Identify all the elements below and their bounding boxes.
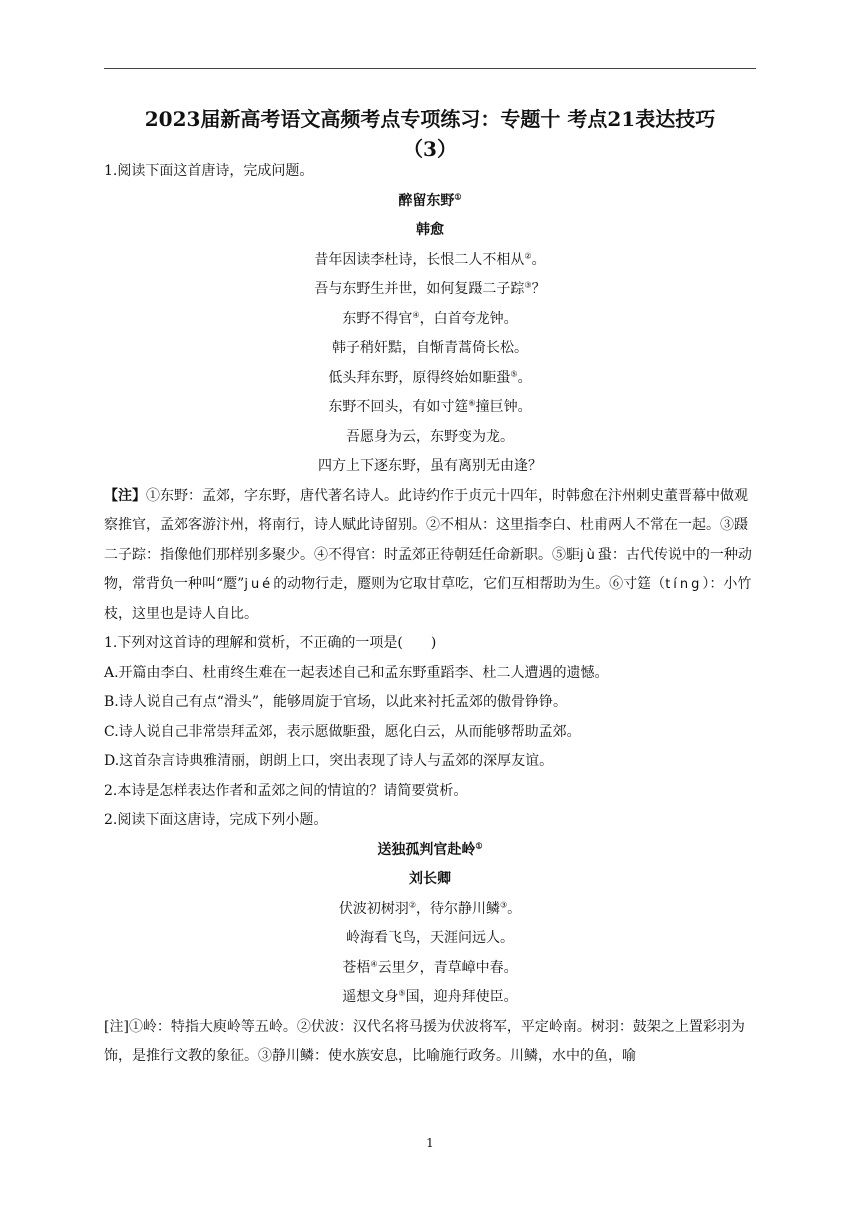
q1-note-text-1: ①东野：孟郊，字东野，唐代著名诗人。此诗约作于贞元十四年，时韩愈在汴州刺史董晋幕中做观察推官，孟郊客游汴州，将南行，诗人赋此诗留别。②不相从：这里指李白、杜甫两人不常在一起。③蹑二子踪：指像他们那样别多聚少。④不得官：时孟郊正待朝廷任命新职。⑤駏 bbox=[104, 487, 748, 563]
q1-poem-title bbox=[104, 187, 756, 217]
q1-poem-title-footnote: ① bbox=[454, 190, 462, 201]
q1-note-text-3: 的动物行走，蹷则为它取甘草吃，它们互相帮助为生。⑥寸筳（ bbox=[273, 576, 666, 592]
q2-note-label: [注] bbox=[104, 1018, 129, 1035]
footnote-marker: ④ bbox=[370, 958, 378, 968]
q1-note-pinyin-2: jué bbox=[244, 577, 274, 592]
footnote-marker: ⑤ bbox=[398, 988, 406, 998]
poem-line-text: ？ bbox=[531, 281, 546, 297]
footnote-marker: ④ bbox=[412, 309, 420, 319]
q1-poem-line bbox=[104, 246, 756, 276]
poem-line-text: 韩子稍奸黠，自惭青蒿倚长松。 bbox=[332, 340, 528, 356]
q2-poem-title bbox=[104, 836, 756, 866]
q1-option-b: B.诗人说自己有点“滑头”，能够周旋于官场，以此来衬托孟郊的傲骨铮铮。 bbox=[104, 694, 568, 710]
q1-poem-author: 韩愈 bbox=[416, 222, 444, 238]
q1-poem-lines bbox=[104, 246, 756, 482]
q2-poem-line bbox=[104, 983, 756, 1013]
q2-poem-line bbox=[104, 924, 756, 954]
poem-line-text: 云里夕，青草嶂中春。 bbox=[377, 959, 518, 976]
footnote-marker: ⑤ bbox=[510, 368, 518, 378]
q1-note-label: 【注】 bbox=[104, 487, 146, 504]
poem-line-text: 。 bbox=[507, 900, 522, 917]
poem-line-text: 遥想文身 bbox=[342, 989, 399, 1005]
q2-notes bbox=[104, 1013, 756, 1072]
poem-line-text: 。 bbox=[517, 369, 532, 386]
q1-option-d: D.这首杂言诗典雅清丽，朗朗上口，突出表现了诗人与孟郊的深厚友谊。 bbox=[104, 753, 554, 769]
q1-poem-line bbox=[104, 423, 756, 453]
q1-note-pinyin-3: tíng bbox=[665, 577, 703, 592]
q2-poem-line bbox=[104, 895, 756, 925]
q1-note-text-2: 蛩：古代传说中的一种动物，常背负一种叫“蹷” bbox=[104, 546, 752, 592]
page-number: 1 bbox=[426, 1136, 434, 1150]
q1-poem-line bbox=[104, 275, 756, 305]
poem-line-text: 吾愿身为云，东野变为龙。 bbox=[346, 428, 514, 445]
q2-intro: 2.阅读下面这唐诗，完成下列小题。 bbox=[104, 812, 328, 828]
footnote-marker: ③ bbox=[524, 280, 532, 290]
q1-option-a: A.开篇由李白、杜甫终生难在一起表述自己和孟东野重蹈李、杜二人遭遇的遗憾。 bbox=[104, 664, 609, 681]
q1-subquestion-1: 1.下列对这首诗的理解和赏析，不正确的一项是( ) bbox=[104, 635, 437, 651]
poem-line-text: 伏波初树羽 bbox=[338, 900, 409, 917]
footnote-marker: ⑥ bbox=[468, 398, 476, 408]
q1-subquestion-2: 2.本诗是怎样表达作者和孟郊之间的情谊的？请简要赏析。 bbox=[104, 782, 468, 799]
q1-poem-line bbox=[104, 393, 756, 423]
poem-line-text: 东野不得官 bbox=[342, 310, 413, 327]
q1-notes bbox=[104, 482, 756, 630]
document-title bbox=[104, 104, 756, 164]
poem-line-text: 四方上下逐东野，虽有离别无由逢？ bbox=[318, 458, 542, 474]
poem-line-text: ，白首夸龙钟。 bbox=[419, 310, 518, 327]
q1-note-pinyin-1: jù bbox=[580, 547, 598, 563]
q2-note-text: ①岭：特指大庾岭等五岭。②伏波：汉代名将马援为伏波将军，平定岭南。树羽：鼓架之上置彩羽为饰，是推行文教的象征。③静川鳞：使水族安息，比喻施行政务。川鳞，水中的鱼，喻 bbox=[104, 1018, 745, 1064]
q1-poem-line bbox=[104, 305, 756, 335]
poem-line-text: 苍梧 bbox=[342, 959, 371, 976]
footnote-marker: ② bbox=[524, 250, 532, 260]
q1-poem-line bbox=[104, 364, 756, 394]
q1-option-c: C.诗人说自己非常崇拜孟郊，表示愿做駏蛩，愿化白云，从而能够帮助孟郊。 bbox=[104, 723, 581, 740]
poem-line-text: 撞巨钟。 bbox=[475, 399, 532, 415]
title-line-2: （3） bbox=[403, 137, 457, 161]
q1-intro: 1.阅读下面这首唐诗，完成问题。 bbox=[104, 163, 314, 179]
poem-line-text: 东野不回头，有如寸筳 bbox=[328, 399, 469, 415]
poem-line-text: 低头拜东野，原得终始如駏蛩 bbox=[328, 369, 511, 386]
poem-line-text: 国，迎舟拜使臣。 bbox=[405, 989, 518, 1005]
header-rule bbox=[104, 68, 756, 69]
q2-poem-line bbox=[104, 954, 756, 984]
poem-line-text: 昔年因读李杜诗，长恨二人不相从 bbox=[314, 251, 525, 268]
document-body bbox=[104, 157, 756, 1072]
poem-line-text: 。 bbox=[531, 251, 546, 268]
q1-poem-title-text: 醉留东野 bbox=[398, 192, 455, 209]
q2-poem-author: 刘长卿 bbox=[409, 871, 451, 887]
q2-poem-title-footnote: ① bbox=[475, 839, 483, 850]
q1-note-text-4: ）：小竹枝，这里也是诗人自比。 bbox=[104, 576, 752, 622]
poem-line-text: 岭海看飞鸟，天涯问远人。 bbox=[346, 930, 514, 946]
q2-poem-title-text: 送独孤判官赴岭 bbox=[377, 841, 476, 858]
poem-line-text: 吾与东野生并世，如何复蹑二子踪 bbox=[314, 281, 525, 297]
q2-poem-lines bbox=[104, 895, 756, 1013]
footnote-marker: ③ bbox=[500, 899, 508, 909]
poem-line-text: ，待尔静川鳞 bbox=[416, 900, 500, 917]
q1-poem-line bbox=[104, 334, 756, 364]
title-line-1: 2023届新高考语文高频考点专项练习：专题十 考点21表达技巧 bbox=[144, 107, 716, 131]
q1-poem-line bbox=[104, 452, 756, 482]
footnote-marker: ② bbox=[408, 899, 416, 909]
